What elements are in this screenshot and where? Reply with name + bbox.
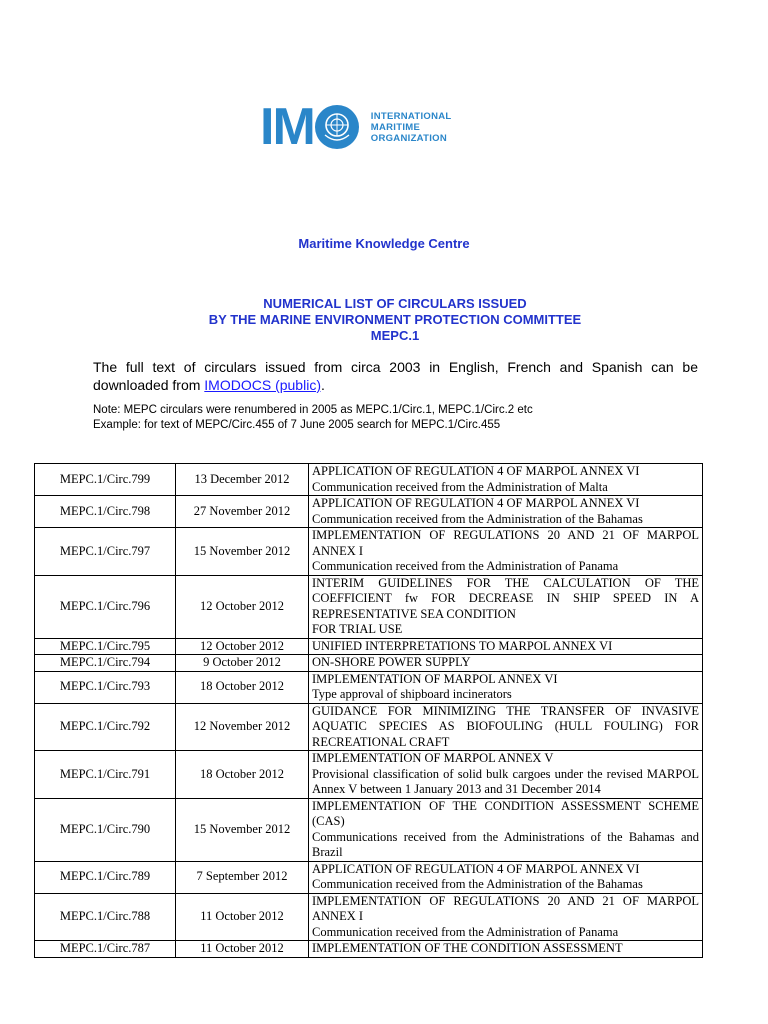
imodocs-link[interactable]: IMODOCS (public): [204, 377, 321, 393]
circular-ref: MEPC.1/Circ.791: [35, 751, 176, 799]
table-row: [35, 655, 703, 672]
circular-detail: Communication received from the Administration of Panama: [312, 924, 619, 939]
circular-date: 18 October 2012: [176, 671, 309, 703]
circular-title: APPLICATION OF REGULATION 4 OF MARPOL ANNEX VI: [312, 861, 640, 876]
circular-ref: MEPC.1/Circ.788: [35, 893, 176, 941]
circular-date: 13 December 2012: [176, 464, 309, 496]
intro-text: The full text of circulars issued from circa 2003 in English, French and Spanish can be downloaded from: [93, 359, 698, 393]
centre-title: Maritime Knowledge Centre: [298, 236, 470, 251]
circular-ref: MEPC.1/Circ.795: [35, 638, 176, 655]
table-row: [35, 464, 703, 496]
note-line: Example: for text of MEPC/Circ.455 of 7 June 2005 search for MEPC.1/Circ.455: [93, 419, 501, 431]
circular-ref: MEPC.1/Circ.799: [35, 464, 176, 496]
circular-title: APPLICATION OF REGULATION 4 OF MARPOL ANNEX VI: [312, 496, 640, 510]
table-row: [35, 575, 703, 638]
circular-title: GUIDANCE FOR MINIMIZING THE TRANSFER OF INVASIVE AQUATIC SPECIES AS BIOFOULING (HULL FOULING) FOR RECREATIONAL CRAFT: [312, 703, 699, 749]
table-row: [35, 496, 703, 528]
circular-date: 15 November 2012: [176, 798, 309, 861]
circular-title: IMPLEMENTATION OF THE CONDITION ASSESSMENT: [312, 941, 623, 955]
intro-tail: .: [320, 377, 325, 393]
circular-ref: MEPC.1/Circ.789: [35, 861, 176, 893]
circular-ref: MEPC.1/Circ.796: [35, 575, 176, 638]
circular-detail: Provisional classification of solid bulk cargoes under the revised MARPOL Annex V between 1 January 2013 and 31 December 2014: [312, 766, 699, 796]
table-row: [35, 893, 703, 941]
circular-detail: Type approval of shipboard incinerators: [312, 687, 512, 701]
circular-subject: [309, 861, 703, 893]
circular-detail: Communication received from the Administration of the Bahamas: [312, 511, 643, 526]
circular-date: 7 September 2012: [176, 861, 309, 893]
circular-title: ON-SHORE POWER SUPPLY: [312, 655, 471, 669]
logo-line: INTERNATIONAL: [370, 110, 452, 122]
table-row: [35, 703, 703, 751]
imo-logo-letters: IM: [260, 98, 314, 156]
note-line: Note: MEPC circulars were renumbered in 2005 as MEPC.1/Circ.1, MEPC.1/Circ.2 etc: [93, 404, 533, 416]
circular-detail: Communication received from the Administration of the Bahamas: [312, 877, 643, 891]
circular-subject: [309, 671, 703, 703]
circular-title: IMPLEMENTATION OF REGULATIONS 20 AND 21 OF MARPOL ANNEX I: [312, 893, 699, 923]
circular-date: 11 October 2012: [176, 893, 309, 941]
circular-date: 11 October 2012: [176, 941, 309, 958]
circular-ref: MEPC.1/Circ.793: [35, 671, 176, 703]
circular-subject: [309, 575, 703, 638]
circular-date: 9 October 2012: [176, 655, 309, 672]
circular-detail: Communication received from the Administration of Panama: [312, 559, 619, 573]
circular-subject: [309, 496, 703, 528]
circular-detail: FOR TRIAL USE: [312, 622, 403, 636]
table-row: [35, 798, 703, 861]
circular-date: 27 November 2012: [176, 496, 309, 528]
imo-logo-text: [371, 111, 452, 144]
table-row: [35, 941, 703, 958]
table-row: [35, 751, 703, 799]
table-row: [35, 528, 703, 576]
imo-logo-mark: [260, 98, 359, 156]
circular-subject: [309, 655, 703, 672]
circular-title: UNIFIED INTERPRETATIONS TO MARPOL ANNEX VI: [312, 638, 613, 653]
logo-line: ORGANIZATION: [370, 132, 448, 144]
circular-subject: [309, 464, 703, 496]
circular-ref: MEPC.1/Circ.797: [35, 528, 176, 576]
title-line: BY THE MARINE ENVIRONMENT PROTECTION COMMITTEE: [208, 312, 582, 327]
un-emblem-icon: [315, 105, 359, 149]
circular-ref: MEPC.1/Circ.790: [35, 798, 176, 861]
circular-title: IMPLEMENTATION OF REGULATIONS 20 AND 21 OF MARPOL ANNEX I: [312, 528, 699, 558]
circular-subject: [309, 893, 703, 941]
intro-paragraph: [93, 358, 698, 394]
circular-title: IMPLEMENTATION OF MARPOL ANNEX V: [312, 751, 554, 765]
renumbering-note: [93, 403, 703, 433]
circular-ref: MEPC.1/Circ.794: [35, 655, 176, 672]
table-row: [35, 861, 703, 893]
title-line: NUMERICAL LIST OF CIRCULARS ISSUED: [263, 296, 527, 311]
circular-subject: [309, 703, 703, 751]
circular-subject: [309, 638, 703, 655]
table-row: [35, 638, 703, 655]
title-line: MEPC.1: [370, 328, 420, 343]
circular-date: 18 October 2012: [176, 751, 309, 799]
table-row: [35, 671, 703, 703]
logo-line: MARITIME: [370, 121, 421, 133]
circular-date: 12 November 2012: [176, 703, 309, 751]
circular-subject: [309, 528, 703, 576]
circular-subject: [309, 941, 703, 958]
circular-date: 15 November 2012: [176, 528, 309, 576]
circular-detail: Communications received from the Administrations of the Bahamas and Brazil: [312, 829, 699, 859]
circular-date: 12 October 2012: [176, 575, 309, 638]
circular-detail: Communication received from the Administration of Malta: [312, 479, 608, 494]
circular-title: IMPLEMENTATION OF MARPOL ANNEX VI: [312, 671, 558, 686]
document-title: [0, 296, 768, 344]
imo-logo: [260, 98, 540, 156]
circulars-table: [34, 463, 703, 958]
circular-subject: [309, 798, 703, 861]
circular-ref: MEPC.1/Circ.787: [35, 941, 176, 958]
circular-title: IMPLEMENTATION OF THE CONDITION ASSESSMENT SCHEME (CAS): [312, 798, 699, 828]
circular-subject: [309, 751, 703, 799]
circular-ref: MEPC.1/Circ.798: [35, 496, 176, 528]
circular-ref: MEPC.1/Circ.792: [35, 703, 176, 751]
circular-title: INTERIM GUIDELINES FOR THE CALCULATION OF THE COEFFICIENT fw FOR DECREASE IN SHIP SPEED IN A REPRESENTATIVE SEA CONDITION: [312, 575, 699, 621]
circular-date: 12 October 2012: [176, 638, 309, 655]
circular-title: APPLICATION OF REGULATION 4 OF MARPOL ANNEX VI: [312, 464, 640, 478]
